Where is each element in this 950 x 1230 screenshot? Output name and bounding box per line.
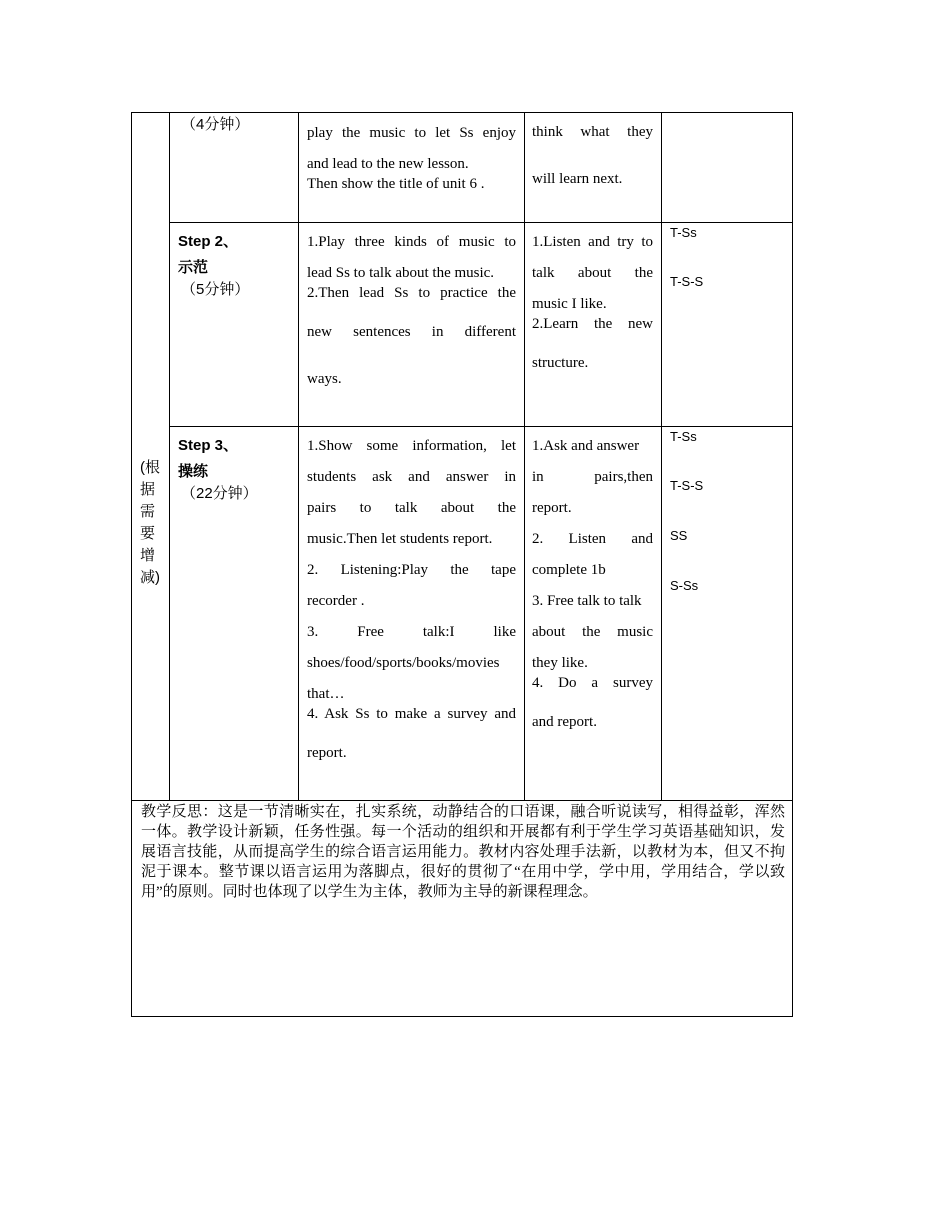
text-line: 2.Learn the new (532, 316, 653, 332)
step3-mode-4: S-Ss (670, 578, 699, 593)
text-line: 3. Free talk:I like (307, 624, 516, 640)
row-divider (169, 222, 792, 223)
text-line: in pairs,then (532, 469, 653, 485)
text-line: 2.Then lead Ss to practice the (307, 285, 516, 301)
column-divider (524, 113, 525, 800)
step2-mode-2: T-S-S (670, 274, 704, 289)
text-line: complete 1b (532, 562, 606, 578)
text-line: structure. (532, 355, 589, 371)
step-title: Step 3、 (178, 437, 239, 454)
step2-teacher-activity (307, 227, 516, 403)
step1-student-activity (532, 109, 653, 203)
text-line: recorder . (307, 593, 365, 609)
text-line: 2. Listening:Play the tape (307, 562, 516, 578)
text-line: they like. (532, 655, 588, 671)
teaching-reflection: 教学反思：这是一节清晰实在，扎实系统，动静结合的口语课，融合听说读写，相得益彰，浑然一体。教学设计新颖，任务性强。每一个活动的组织和开展都有利于学生学习英语基础知识，发展语言技能，从而提高学生的综合语言运用能力。教材内容处理手法新，以教材为本，但又不拘泥于课本。整节课以语言运用为落脚点，很好的贯彻了“在用中学，学中用，学用结合，学以致用”的原则。同时也体现了以学生为主体，教师为主导的新课程理念。 (141, 804, 785, 900)
step3-mode-1: T-Ss (670, 429, 697, 444)
text-line: shoes/food/sports/books/movies (307, 655, 500, 671)
lesson-plan-table (131, 112, 793, 1017)
step-subtitle: 示范 (178, 259, 209, 276)
text-line: students ask and answer in (307, 469, 516, 485)
text-line: ways. (307, 371, 342, 387)
column-divider (169, 113, 170, 800)
text-line: think what they (532, 124, 653, 140)
text-line: lead Ss to talk about the music. (307, 265, 495, 281)
text-line: music I like. (532, 296, 607, 312)
text-line: and lead to the new lesson. (307, 156, 469, 172)
step3-label (178, 435, 258, 505)
column-divider (298, 113, 299, 800)
text-line: talk about the (532, 265, 653, 281)
step2-student-activity (532, 227, 653, 387)
step2-label (178, 231, 249, 301)
text-line: 1.Play three kinds of music to (307, 234, 516, 250)
text-line: 1.Listen and try to (532, 234, 653, 250)
text-line: new sentences in different (307, 324, 516, 340)
text-line: music.Then let students report. (307, 531, 493, 547)
text-line: and report. (532, 714, 597, 730)
text-line: 3. Free talk to talk (532, 593, 642, 609)
reflection-cell (132, 801, 792, 1016)
text-line: 2. Listen and (532, 531, 653, 547)
step3-student-activity (532, 431, 653, 746)
step1-time: （4分钟） (181, 116, 250, 133)
text-line: about the music (532, 624, 653, 640)
text-line: play the music to let Ss enjoy (307, 125, 516, 141)
step-subtitle: 操练 (178, 463, 209, 480)
text-line: Then show the title of unit 6 . (307, 176, 485, 192)
step3-mode-2: T-S-S (670, 478, 704, 493)
text-line: 4. Do a survey (532, 675, 653, 691)
column-divider (661, 113, 662, 800)
step3-teacher-activity (307, 431, 516, 777)
side-label: (根据需要增减) (140, 459, 160, 586)
text-line: 4. Ask Ss to make a survey and (307, 706, 516, 722)
text-line: report. (307, 745, 347, 761)
step-time: （5分钟） (181, 281, 250, 298)
step1-teacher-activity (307, 118, 516, 191)
text-line: will learn next. (532, 171, 623, 187)
text-line: 1.Show some information, let (307, 438, 516, 454)
step-time: （22分钟） (181, 485, 258, 502)
text-line: report. (532, 500, 572, 516)
step2-mode-1: T-Ss (670, 225, 697, 240)
step-title: Step 2、 (178, 233, 239, 250)
text-line: 1.Ask and answer (532, 438, 640, 454)
text-line: pairs to talk about the (307, 500, 516, 516)
row-divider (169, 426, 792, 427)
text-line: that… (307, 686, 345, 702)
step3-mode-3: SS (670, 528, 688, 543)
